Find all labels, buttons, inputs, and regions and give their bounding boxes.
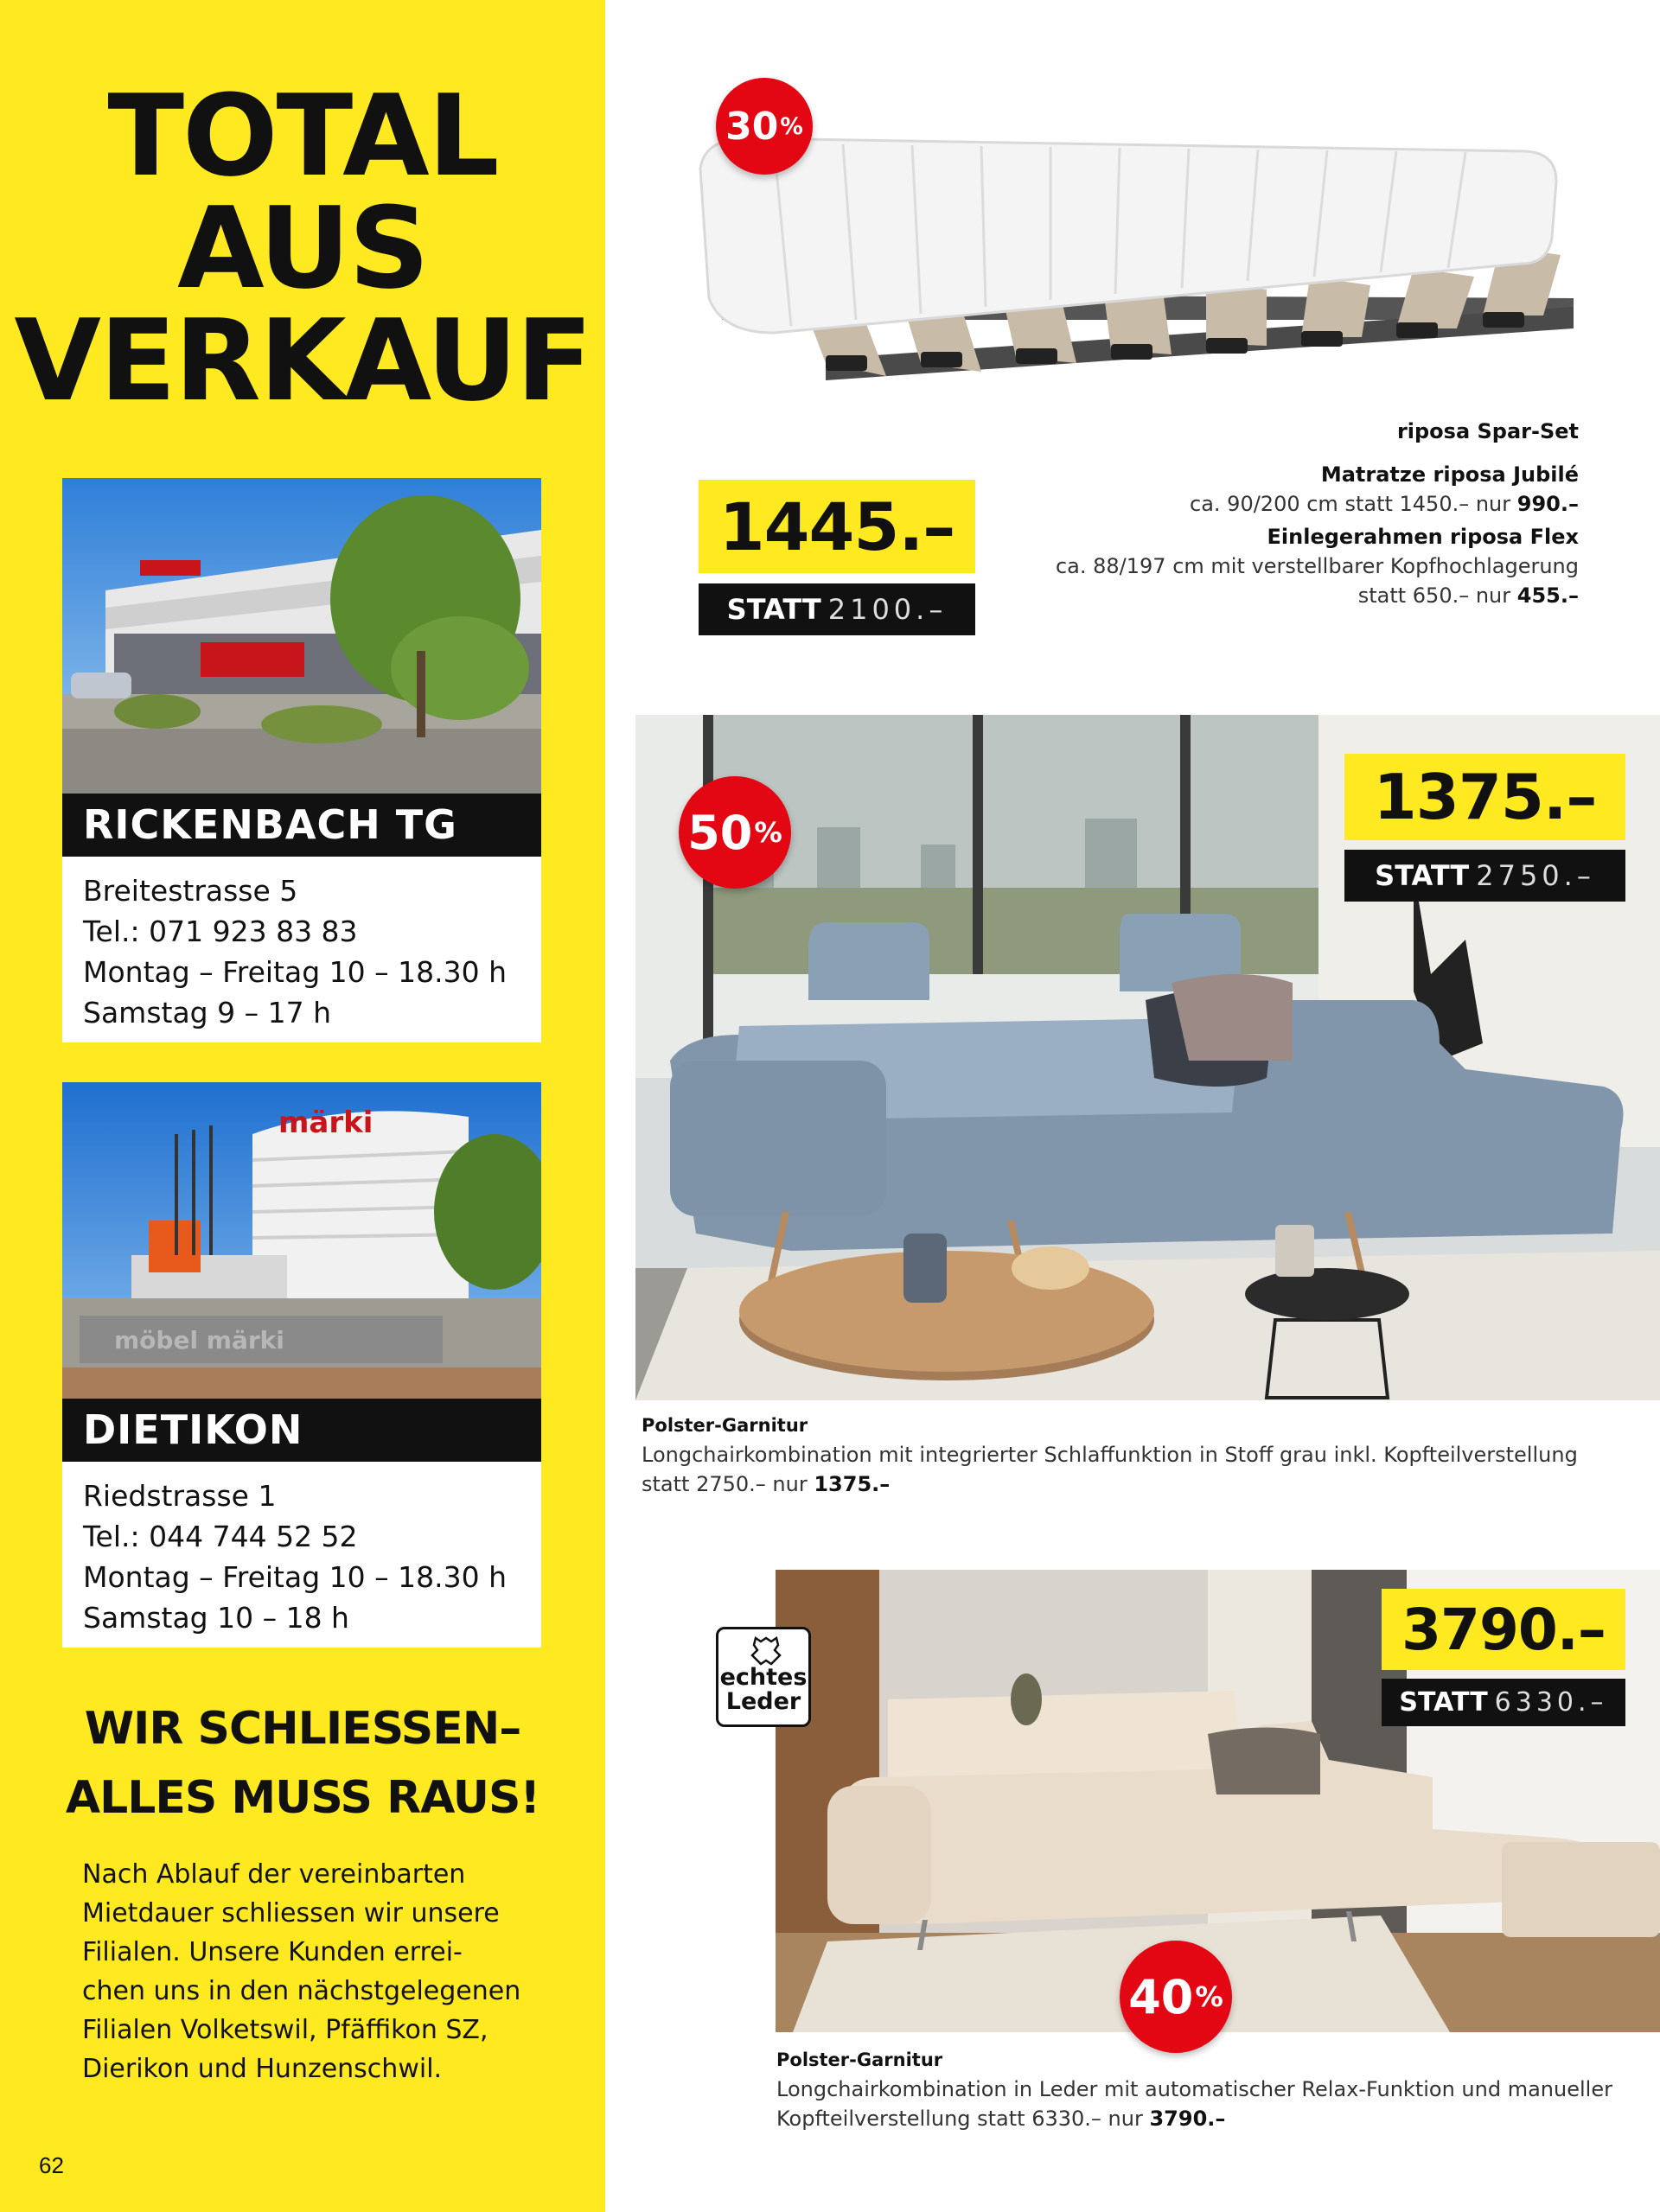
item-detail: ca. 90/200 cm statt 1450.– nur 990.– [1190,492,1579,516]
item-detail: ca. 88/197 cm mit verstellbarer Kopfhochlagerung [1055,554,1579,578]
mattress-description [986,417,1579,610]
item-name: Matratze riposa Jubilé [1320,462,1579,487]
store-phone: Tel.: 071 923 83 83 [83,915,358,948]
statt-label: STATT [726,593,821,626]
store-info-dietikon [62,1462,541,1648]
store-info-rickenbach [62,857,541,1042]
sale-price: 1445.– [718,488,955,565]
closing-text-line: Nach Ablauf der vereinbarten [82,1859,466,1890]
discount-value: 50 [687,805,753,860]
percent-sign: % [1195,1980,1223,2013]
percent-sign: % [780,112,803,140]
product-detail: statt 2750.– nur 1375.– [642,1472,891,1496]
statt-label: STATT [1375,859,1470,892]
leather-hide-icon [750,1636,782,1666]
product-title: Polster-Garnitur [776,2049,943,2070]
grey-sofa-description [642,1411,1636,1499]
genuine-leather-badge [716,1627,811,1727]
wall-sign: möbel märki [114,1326,284,1355]
item-detail: statt 650.– nur 455.– [1357,583,1579,608]
discount-value: 30 [725,104,779,149]
price-box-grey-sofa [1344,754,1625,840]
headline-line-2: AUS [177,182,428,314]
discount-badge-30 [716,78,813,175]
discount-badge-40 [1120,1941,1232,2053]
store-phone: Tel.: 044 744 52 52 [83,1520,358,1553]
store-name-rickenbach: RICKENBACH TG [62,794,541,857]
final-price: 1375.– [814,1472,891,1496]
store-hours-weekday: Montag – Freitag 10 – 18.30 h [83,1560,508,1594]
closing-text-line: Filialen Volketswil, Pfäffikon SZ, [82,2015,488,2045]
product-title: Polster-Garnitur [642,1415,808,1436]
old-price: 6330.– [1494,1687,1608,1718]
closing-text-line: Filialen. Unsere Kunden errei- [82,1937,463,1967]
closing-text-line: Dierikon und Hunzenschwil. [82,2054,443,2084]
item-price: 455.– [1516,583,1579,608]
store-hours-saturday: Samstag 10 – 18 h [83,1601,349,1635]
product-image-mattress [670,99,1587,462]
store-sign: märki [278,1106,374,1140]
statt-label: STATT [1399,1687,1488,1718]
percent-sign: % [754,816,782,849]
headline-line-1: TOTAL [107,70,498,201]
store-photo-dietikon [62,1082,541,1399]
old-price: 2100.– [827,593,948,626]
store-address: Riedstrasse 1 [83,1479,277,1513]
price-box-leather-sofa [1382,1589,1625,1670]
product-detail: Longchairkombination in Leder mit automatischer Relax-Funktion und manueller [776,2077,1612,2101]
discount-badge-50 [679,776,791,889]
statt-box-leather-sofa [1382,1679,1625,1726]
sale-price: 3790.– [1401,1596,1606,1663]
badge-line: Leder [725,1688,801,1715]
product-title: riposa Spar-Set [1396,419,1579,443]
item-price: 990.– [1516,492,1579,516]
statt-box-mattress [699,583,975,635]
final-price: 3790.– [1149,2107,1226,2131]
store-hours-weekday: Montag – Freitag 10 – 18.30 h [83,955,508,989]
leather-sofa-description [776,2045,1641,2133]
store-name-dietikon: DIETIKON [62,1399,541,1462]
closing-text-line: Mietdauer schliessen wir unsere [82,1898,500,1928]
store-address: Breitestrasse 5 [83,874,298,908]
badge-line: echtes [719,1664,808,1691]
closing-notice [82,1855,566,2088]
headline-line-3: VERKAUF [14,295,591,426]
page-number: 62 [39,2152,64,2178]
price-box-mattress [699,480,975,573]
product-detail: Longchairkombination mit integrierter Schlaffunktion in Stoff grau inkl. Kopfteilverstellung [642,1443,1578,1467]
discount-value: 40 [1128,1969,1194,2024]
store-hours-saturday: Samstag 9 – 17 h [83,996,331,1030]
item-name: Einlegerahmen riposa Flex [1267,525,1579,549]
product-detail: Kopfteilverstellung statt 6330.– nur 3790.– [776,2107,1226,2131]
sale-price: 1375.– [1373,761,1597,833]
slogan-line-1: WIR SCHLIESSEN– [84,1703,521,1755]
store-photo-rickenbach [62,478,541,794]
old-price: 2750.– [1476,859,1595,892]
slogan-line-2: ALLES MUSS RAUS! [65,1772,540,1824]
closing-text-line: chen uns in den nächstgelegenen [82,1976,521,2006]
statt-box-grey-sofa [1344,850,1625,902]
